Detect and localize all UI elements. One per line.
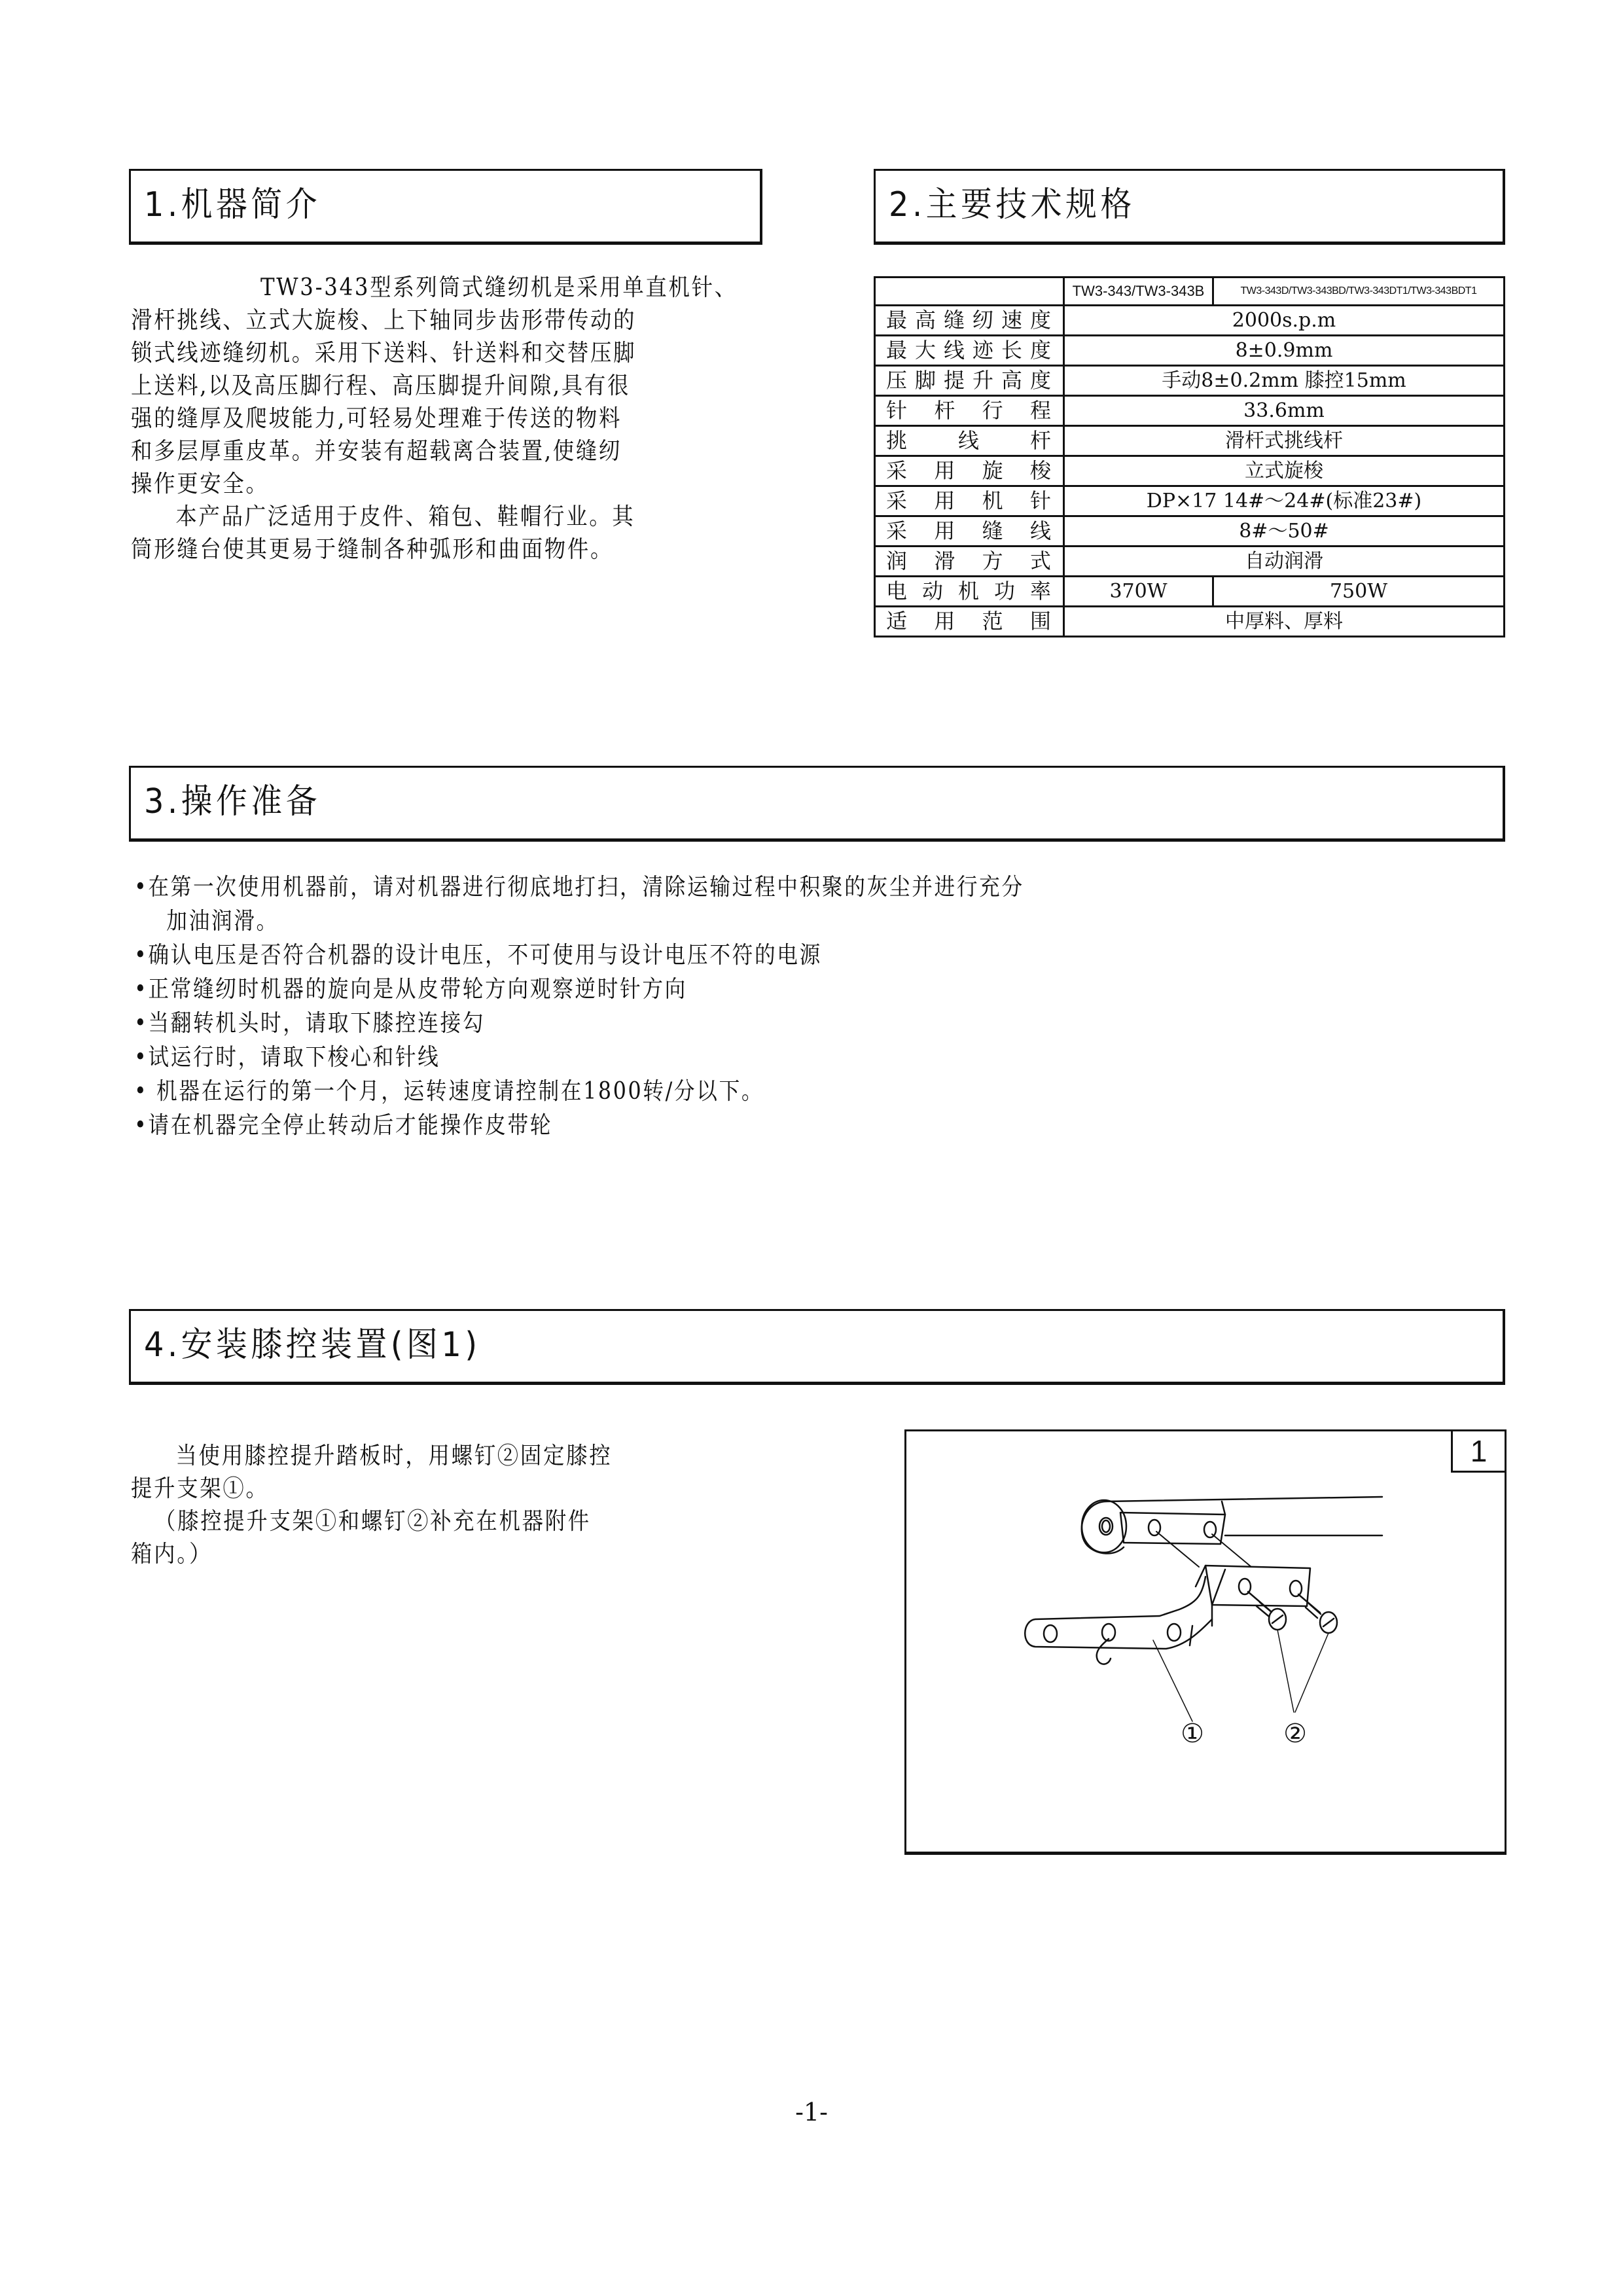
- spec-value: 2000s.p.m: [1064, 306, 1505, 336]
- bullet-icon: •: [134, 1078, 149, 1105]
- preparation-text: 正常缝纫时机器的旋向是从皮带轮方向观察逆时针方向: [148, 976, 688, 1003]
- screw: [1248, 1592, 1286, 1630]
- spec-value: 立式旋梭: [1064, 456, 1505, 486]
- spec-value: 8#～50#: [1064, 516, 1505, 547]
- spec-row: [875, 396, 1505, 426]
- spec-row: [875, 607, 1505, 637]
- spec-row: [875, 426, 1505, 456]
- intro-line: 上送料,以及高压脚行程、高压脚提升间隙,具有很: [131, 372, 631, 399]
- section-3-title: 3.操作准备: [144, 782, 321, 821]
- intro-line: 和多层厚重皮革。并安装有超载离合装置,使缝纫: [131, 438, 622, 465]
- preparation-item: [134, 1007, 1024, 1041]
- spec-label: 最大线迹长度: [875, 336, 1064, 366]
- intro-line: 锁式线迹缝纫机。采用下送料、针送料和交替压脚: [131, 340, 637, 367]
- alignment-line: [1156, 1532, 1199, 1567]
- spec-table-header: [875, 278, 1505, 306]
- preparation-list: [134, 870, 1024, 1143]
- knee-text-line: 提升支架①。: [131, 1475, 269, 1502]
- section-2-header: [874, 169, 1505, 245]
- preparation-text: 当翻转机头时，请取下膝控连接勾: [148, 1010, 486, 1037]
- bullet-icon: •: [134, 1112, 149, 1139]
- preparation-text: 试运行时，请取下梭心和针线: [148, 1044, 440, 1071]
- intro-line: 强的缝厚及爬坡能力,可轻易处理难于传送的物料: [131, 405, 622, 432]
- spec-row: [875, 486, 1505, 516]
- spec-value: 滑杆式挑线杆: [1064, 426, 1505, 456]
- spec-label: 最高缝纫速度: [875, 306, 1064, 336]
- machine-arm: [1082, 1497, 1382, 1554]
- figure-number: 1: [1451, 1429, 1507, 1473]
- bullet-icon: •: [134, 1010, 149, 1037]
- spec-label: 润滑方式: [875, 547, 1064, 577]
- preparation-text: 请在机器完全停止转动后才能操作皮带轮: [148, 1112, 553, 1139]
- section-4-text: [131, 1440, 612, 1571]
- bullet-icon: •: [134, 942, 149, 969]
- spec-value-model-b: 750W: [1213, 577, 1505, 607]
- spec-value: DP×17 14#～24#(标准23#): [1064, 486, 1505, 516]
- spec-label: 压脚提升高度: [875, 366, 1064, 396]
- preparation-item: [134, 939, 1024, 973]
- callout-1: ①: [1181, 1719, 1204, 1749]
- section-2-title: 2.主要技术规格: [889, 185, 1135, 224]
- knee-text-line: 箱内。）: [131, 1541, 213, 1568]
- figure-1: [904, 1429, 1507, 1855]
- spec-row: [875, 456, 1505, 486]
- spec-label: 采用机针: [875, 486, 1064, 516]
- section-3-header: [129, 766, 1505, 842]
- spec-row: [875, 306, 1505, 336]
- preparation-item: [134, 1041, 1024, 1075]
- section-4-header: [129, 1309, 1505, 1385]
- spec-value: 自动润滑: [1064, 547, 1505, 577]
- knee-text-line: 当使用膝控提升踏板时，用螺钉②固定膝控: [175, 1443, 613, 1469]
- spec-label: 适用范围: [875, 607, 1064, 637]
- spec-label: 采用缝线: [875, 516, 1064, 547]
- section-1-intro: [131, 272, 738, 566]
- intro-line: 筒形缝台使其更易于缝制各种弧形和曲面物件。: [131, 536, 614, 563]
- preparation-item: [134, 1109, 1024, 1143]
- bullet-icon: •: [134, 1044, 149, 1071]
- spec-row: [875, 577, 1505, 607]
- preparation-text: 确认电压是否符合机器的设计电压，不可使用与设计电压不符的电源: [148, 942, 822, 969]
- spec-value: 8±0.9mm: [1064, 336, 1505, 366]
- bullet-icon: •: [134, 874, 149, 901]
- section-1-header: [129, 169, 762, 245]
- spec-row: [875, 336, 1505, 366]
- leader-line: [1295, 1633, 1329, 1712]
- spec-label: 电动机功率: [875, 577, 1064, 607]
- header-model-a: TW3-343/TW3-343B: [1064, 278, 1213, 306]
- spec-label: 针杆行程: [875, 396, 1064, 426]
- knee-text-line: （膝控提升支架①和螺钉②补充在机器附件: [154, 1508, 591, 1535]
- intro-line: 滑杆挑线、立式大旋梭、上下轴同步齿形带传动的: [131, 307, 637, 334]
- section-1-title: 1.机器简介: [144, 185, 321, 224]
- spec-label: 采用旋梭: [875, 456, 1064, 486]
- spec-row: [875, 366, 1505, 396]
- knee-lifter-diagram: [904, 1429, 1507, 1855]
- leader-line: [1277, 1630, 1294, 1712]
- preparation-item: [134, 870, 1024, 905]
- spec-table: [874, 276, 1505, 637]
- spec-value: 手动8±0.2mm 膝控15mm: [1064, 366, 1505, 396]
- callout-2: ②: [1283, 1719, 1307, 1749]
- preparation-text: 在第一次使用机器前，请对机器进行彻底地打扫，清除运输过程中积聚的灰尘并进行充分: [148, 874, 1024, 901]
- section-4-title: 4.安装膝控装置(图1): [144, 1325, 481, 1365]
- header-blank: [875, 278, 1064, 306]
- bullet-icon: •: [134, 976, 149, 1003]
- spec-row: [875, 547, 1505, 577]
- intro-line: 本产品广泛适用于皮件、箱包、鞋帽行业。其: [175, 503, 635, 530]
- intro-line: 操作更安全。: [131, 471, 269, 497]
- preparation-item: [134, 1075, 1024, 1109]
- leader-line: [1153, 1640, 1192, 1721]
- page-number: -1-: [795, 2098, 828, 2126]
- spec-label: 挑线杆: [875, 426, 1064, 456]
- alignment-line: [1212, 1534, 1251, 1567]
- preparation-continuation: 加油润滑。: [166, 908, 279, 935]
- spec-row: [875, 516, 1505, 547]
- header-model-b: TW3-343D/TW3-343BD/TW3-343DT1/TW3-343BDT1: [1213, 278, 1505, 306]
- screw: [1298, 1594, 1337, 1633]
- preparation-item: [134, 973, 1024, 1007]
- spec-value-model-a: 370W: [1064, 577, 1213, 607]
- preparation-text: 机器在运行的第一个月，运转速度请控制在1800转/分以下。: [148, 1078, 764, 1105]
- spec-value: 33.6mm: [1064, 396, 1505, 426]
- spec-value: 中厚料、厚料: [1064, 607, 1505, 637]
- intro-line: TW3-343型系列筒式缝纫机是采用单直机针、: [260, 274, 738, 301]
